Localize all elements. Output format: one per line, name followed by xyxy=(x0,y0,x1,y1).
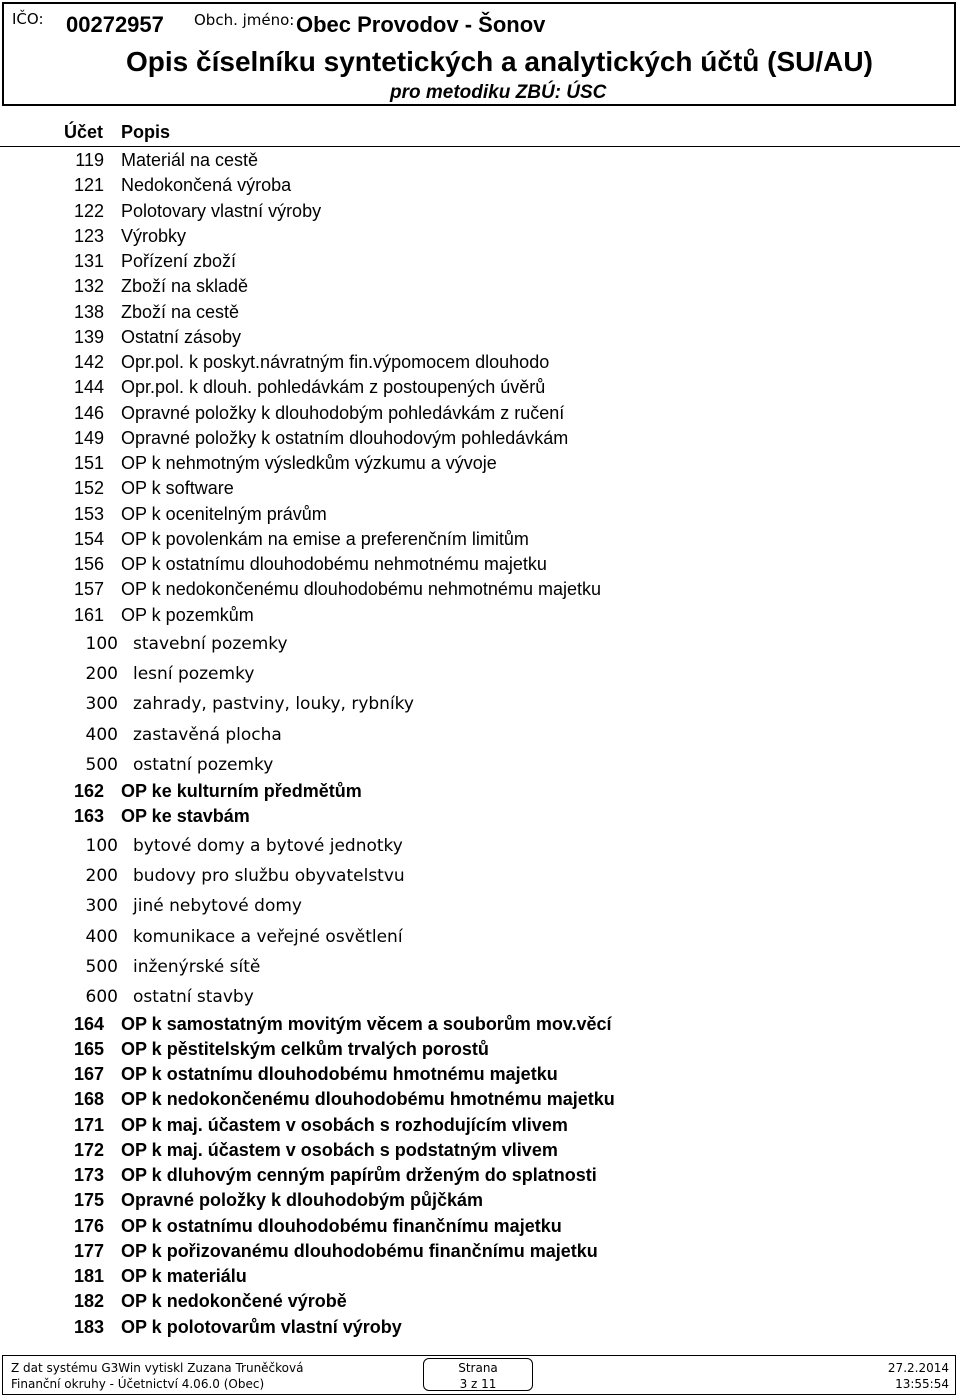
account-number: 153 xyxy=(73,503,104,524)
analytic-row xyxy=(0,953,960,983)
page-label: Strana xyxy=(458,1361,498,1375)
analytic-row xyxy=(0,892,960,922)
analytic-description: jiné nebytové domy xyxy=(133,896,302,917)
account-number: 173 xyxy=(73,1165,104,1186)
analytic-description: ostatní pozemky xyxy=(133,754,274,775)
account-description: OP k pěstitelským celkům trvalých porostů xyxy=(121,1038,489,1059)
analytic-number: 200 xyxy=(85,664,118,685)
account-row xyxy=(0,1266,960,1291)
account-number: 171 xyxy=(73,1114,104,1135)
ico-label: IČO: xyxy=(12,10,44,28)
analytic-number: 500 xyxy=(85,754,118,775)
account-number: 122 xyxy=(73,200,104,221)
account-number: 165 xyxy=(73,1038,104,1059)
business-name-label: Obch. jméno: xyxy=(194,11,295,29)
account-description: OP k pozemkům xyxy=(121,604,254,625)
account-row xyxy=(0,1216,960,1241)
print-date: 27.2.2014 xyxy=(887,1361,949,1375)
analytic-number: 400 xyxy=(85,926,118,947)
account-row xyxy=(0,276,960,301)
account-description: Zboží na skladě xyxy=(121,276,249,297)
analytic-description: stavební pozemky xyxy=(133,633,288,654)
account-description: Opr.pol. k dlouh. pohledávkám z postoupených úvěrů xyxy=(121,377,546,398)
column-header-description: Popis xyxy=(121,122,171,142)
account-number: 182 xyxy=(73,1291,104,1312)
account-description: Opravné položky k dlouhodobým půjčkám xyxy=(121,1190,484,1211)
analytic-description: ostatní stavby xyxy=(133,987,254,1008)
page-footer xyxy=(2,1355,956,1395)
account-number: 123 xyxy=(73,225,104,246)
account-number: 138 xyxy=(73,301,104,322)
analytic-description: bytové domy a bytové jednotky xyxy=(133,835,403,856)
account-row xyxy=(0,554,960,579)
analytic-row xyxy=(0,721,960,751)
account-description: Materiál na cestě xyxy=(121,150,259,170)
account-number: 144 xyxy=(73,377,104,398)
account-row xyxy=(0,806,960,831)
analytic-row xyxy=(0,751,960,781)
account-number: 161 xyxy=(73,604,104,625)
account-row xyxy=(0,1241,960,1266)
account-description: OP k polotovarům vlastní výroby xyxy=(121,1316,402,1337)
account-description: OP k samostatným movitým věcem a souborům mov.věcí xyxy=(121,1013,612,1034)
account-description: OP k maj. účastem v osobách s podstatným vlivem xyxy=(121,1139,558,1160)
account-description: OP k ostatnímu dlouhodobému hmotnému majetku xyxy=(121,1064,558,1085)
account-row xyxy=(0,377,960,402)
account-number: 139 xyxy=(73,326,104,347)
analytic-description: komunikace a veřejné osvětlení xyxy=(133,926,403,947)
account-number: 162 xyxy=(73,781,104,802)
account-row xyxy=(0,579,960,604)
account-row xyxy=(0,478,960,503)
account-number: 119 xyxy=(75,150,104,170)
analytic-description: budovy pro službu obyvatelstvu xyxy=(133,866,405,887)
account-description: Opravné položky k ostatním dlouhodovým pohledávkám xyxy=(121,427,569,448)
column-header-account: Účet xyxy=(64,122,104,142)
analytic-number: 600 xyxy=(85,987,118,1008)
account-row xyxy=(0,428,960,453)
account-number: 151 xyxy=(73,453,104,473)
account-row xyxy=(0,605,960,630)
account-row xyxy=(0,226,960,251)
analytic-row xyxy=(0,832,960,862)
account-row xyxy=(0,1140,960,1165)
account-row xyxy=(0,1190,960,1215)
account-description: Opravné položky k dlouhodobým pohledávkám z ručení xyxy=(121,402,565,423)
ico-value: 00272957 xyxy=(66,12,164,37)
page-number-box xyxy=(423,1358,533,1391)
account-description: OP k nedokončené výrobě xyxy=(121,1291,347,1312)
account-description: OP k software xyxy=(121,478,234,499)
analytic-number: 300 xyxy=(85,896,118,917)
account-row xyxy=(0,352,960,377)
account-row xyxy=(0,251,960,276)
account-row xyxy=(0,1039,960,1064)
account-row xyxy=(0,150,960,175)
account-description: OP k maj. účastem v osobách s rozhodujícím vlivem xyxy=(121,1114,568,1135)
account-row xyxy=(0,1089,960,1114)
account-number: 167 xyxy=(73,1064,104,1085)
account-list xyxy=(0,150,960,1342)
analytic-row xyxy=(0,690,960,720)
business-name-value: Obec Provodov - Šonov xyxy=(296,12,546,37)
account-description: OP k povolenkám na emise a preferenčním limitům xyxy=(121,528,529,549)
account-number: 164 xyxy=(73,1013,104,1034)
account-row xyxy=(0,1014,960,1039)
account-number: 163 xyxy=(73,806,104,827)
analytic-row xyxy=(0,923,960,953)
account-row xyxy=(0,1115,960,1140)
account-description: OP k nehmotným výsledkům výzkumu a vývoje xyxy=(121,453,497,473)
document-title: Opis číselníku syntetických a analytických účtů (SU/AU) xyxy=(126,46,873,77)
footer-module-line: Finanční okruhy - Účetnictví 4.06.0 (Obec) xyxy=(11,1377,265,1391)
account-number: 152 xyxy=(73,478,104,499)
account-row xyxy=(0,504,960,529)
account-number: 142 xyxy=(73,352,104,372)
document-header xyxy=(2,2,956,106)
account-row xyxy=(0,529,960,554)
account-number: 121 xyxy=(73,175,104,196)
account-description: OP k nedokončenému dlouhodobému nehmotnému majetku xyxy=(121,579,601,600)
account-row xyxy=(0,1291,960,1316)
analytic-description: zahrady, pastviny, louky, rybníky xyxy=(133,694,414,715)
analytic-row xyxy=(0,660,960,690)
account-description: OP ke kulturním předmětům xyxy=(121,781,362,802)
account-row xyxy=(0,1064,960,1089)
account-row xyxy=(0,175,960,200)
account-description: Polotovary vlastní výroby xyxy=(121,200,322,221)
account-description: Pořízení zboží xyxy=(121,251,237,271)
account-description: OP k ostatnímu dlouhodobému finančnímu majetku xyxy=(121,1215,562,1236)
analytic-number: 100 xyxy=(85,835,118,856)
analytic-description: lesní pozemky xyxy=(133,664,255,685)
account-description: OP k ocenitelným právům xyxy=(121,503,327,524)
page-number: 3 z 11 xyxy=(459,1377,497,1391)
account-number: 154 xyxy=(73,528,104,549)
account-description: Opr.pol. k poskyt.návratným fin.výpomocem dlouhodo xyxy=(121,352,550,372)
analytic-description: inženýrské sítě xyxy=(133,956,261,977)
account-number: 177 xyxy=(73,1240,104,1261)
account-description: OP k materiálu xyxy=(121,1266,247,1287)
account-number: 172 xyxy=(73,1139,104,1160)
account-number: 156 xyxy=(73,554,104,574)
analytic-number: 100 xyxy=(85,633,118,654)
document-subtitle: pro metodiku ZBÚ: ÚSC xyxy=(390,82,607,103)
header-divider xyxy=(0,146,960,147)
analytic-row xyxy=(0,862,960,892)
account-description: OP k dluhovým cenným papírům drženým do splatnosti xyxy=(121,1165,597,1186)
account-description: OP k nedokončenému dlouhodobému hmotnému majetku xyxy=(121,1089,615,1110)
analytic-row xyxy=(0,983,960,1013)
account-row xyxy=(0,201,960,226)
analytic-number: 500 xyxy=(85,956,118,977)
account-number: 181 xyxy=(73,1266,104,1287)
account-row xyxy=(0,1165,960,1190)
analytic-number: 200 xyxy=(85,866,118,887)
account-description: OP ke stavbám xyxy=(121,806,250,827)
account-number: 149 xyxy=(73,427,104,448)
account-number: 183 xyxy=(73,1316,104,1337)
account-description: Ostatní zásoby xyxy=(121,326,242,347)
account-row xyxy=(0,453,960,478)
account-row xyxy=(0,327,960,352)
account-number: 168 xyxy=(73,1089,104,1110)
column-headers xyxy=(0,120,960,146)
account-description: OP k pořizovanému dlouhodobému finančnímu majetku xyxy=(121,1240,598,1261)
account-description: Zboží na cestě xyxy=(121,301,240,322)
account-row xyxy=(0,403,960,428)
account-number: 175 xyxy=(73,1190,104,1211)
analytic-description: zastavěná plocha xyxy=(133,724,282,745)
account-number: 131 xyxy=(73,251,104,271)
account-number: 176 xyxy=(73,1215,104,1236)
account-description: Nedokončená výroba xyxy=(121,175,292,196)
analytic-number: 400 xyxy=(85,724,118,745)
account-row xyxy=(0,1317,960,1342)
account-number: 157 xyxy=(73,579,104,600)
print-time: 13:55:54 xyxy=(895,1377,949,1391)
account-number: 146 xyxy=(73,402,104,423)
account-description: OP k ostatnímu dlouhodobému nehmotnému majetku xyxy=(121,554,547,574)
account-description: Výrobky xyxy=(121,225,187,246)
footer-system-line: Z dat systému G3Win vytiskl Zuzana Truněčková xyxy=(11,1361,304,1375)
account-row xyxy=(0,302,960,327)
analytic-number: 300 xyxy=(85,694,118,715)
account-row xyxy=(0,781,960,806)
account-number: 132 xyxy=(73,276,104,297)
analytic-row xyxy=(0,630,960,660)
